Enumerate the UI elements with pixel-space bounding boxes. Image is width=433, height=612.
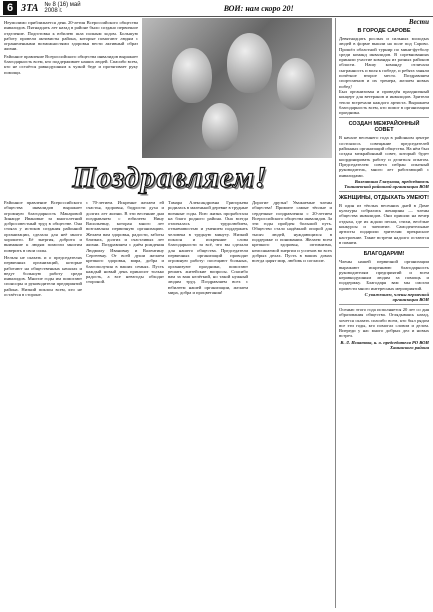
- divider: [339, 117, 429, 118]
- news-title-3: ЖЕНЩИНЫ, ОТДЫХАТЬ УМЕЮТ!: [339, 194, 429, 201]
- news-signature-4: С уважением, члены первичной организации ВОИ: [364, 291, 429, 302]
- headline: Поздравляем!: [72, 161, 268, 194]
- col1-paragraph-1: Районное правление Всероссийского общества инвалидов выражает огромную благодарность Макаровой Зинаиде Ивановне за многолетний добросовестный труд в обществе. Она стояла у истоков создания районной организации, сделала для неё много хорошего. Её энергия, доброта и внимание к людям помогли многим поверить в свои силы.: [4, 200, 82, 253]
- intro-paragraph-2: Районное правление Всероссийского общества инвалидов выражает благодарность всем, кто поддерживает наших людей. Спасибо всем, кто не остаётся равнодушным к чужой беде и протягивает руку помощи.: [4, 53, 138, 75]
- headline-wrap: [5, 160, 335, 196]
- col2-paragraph: с 70-летием. Искренне желаем ей счастья, здоровья, бодрости духа и долгих лет жизни. В эти весенние дни поздравляем с юбилеем Нину Васильевну, которая много лет возглавляла первичную организацию. Желаем вам здоровья, радости, заботы близких, долгих и счастливых лет жизни. Поздравляем с днём рождения Людмилу Ивановну и Валентину Сергеевну. От всей души желаем крепкого здоровья, мира, добра и благополучия в ваших семьях. Пусть каждый новый день приносит только радость, а все невзгоды обходят стороной.: [86, 200, 164, 285]
- body-column-2: [86, 200, 164, 608]
- issue-info: № 8 (16) май 2008 г.: [44, 2, 81, 14]
- divider: [339, 304, 429, 305]
- intro-paragraph-1: Неумолимо приближается день 20-летия Всероссийского общества инвалидов. Пятнадцать лет назад в районе было создано первичное отделение. Подготовка к юбилею шла полным ходом. Большую работу провели активисты района, которые помогают людям с ограниченными возможностями здоровья вести активный образ жизни.: [4, 20, 138, 52]
- news-sidebar: [335, 18, 431, 608]
- body-column-1: [4, 200, 82, 608]
- news-title-1: В ГОРОДЕ САРОВЕ: [357, 28, 411, 34]
- news-body-1: Девятнадцать рослых и сильных молодых людей в форме вышли на поле под Сарово. Прошёл областной турнир по мини-футболу среди команд инвалидов. В соревнованиях приняли участие команды из разных районов области. Нашу команду отличала сыгранность и воля к победе, и ребята заняли почётное второе место. Поздравляем спортсменов и их тренера, желаем новых побед!: [339, 36, 429, 89]
- col3-paragraph: Тамара Александровна Григорьева родилась в маленькой деревне в трудные военные годы. Всю жизнь проработала на благо родного района. Она всегда отличалась трудолюбием, отзывчивостью и умением поддержать человека в трудную минуту. Низкий поклон и искренние слова благодарности за всё, что вы сделали для нашего общества. Председатели первичных организаций проводят огромную работу: посещают больных, организуют праздники, помогают решать житейские вопросы. Спасибо вам за ваш нелёгкий, но такой нужный людям труд. Поздравляем всех с юбилеем нашей организации, желаем мира, добра и процветания!: [168, 200, 248, 296]
- tulip-1-icon: [172, 48, 212, 103]
- news-body-1b: Был организован и проведён праздничный концерт для ветеранов и инвалидов. Зрители тепло встречали каждого артиста. Выражаем благодарность всем, кто помог в организации праздника.: [339, 88, 429, 116]
- tulip-2-icon: [227, 33, 272, 93]
- intro-column: [4, 20, 138, 158]
- sidebar-inner: [339, 18, 429, 608]
- header-banner: ВОИ: нам скоро 20!: [223, 3, 294, 13]
- divider: [339, 191, 429, 192]
- tulip-4-icon: [202, 103, 238, 151]
- col4-paragraph: Дорогие друзья! Уважаемые члены общества! Примите самые тёплые и сердечные поздравления с 20-летием Всероссийского общества инвалидов. За эти годы пройден большой путь. Общество стало надёжной опорой для тысяч людей, нуждающихся в поддержке и понимании. Желаем всем крепкого здоровья, оптимизма, неиссякаемой энергии и успехов во всех добрых делах. Пусть в ваших домах всегда царят мир, любовь и согласие.: [252, 200, 332, 264]
- page-header: [0, 0, 433, 17]
- page-number: 6: [3, 1, 17, 15]
- tulip-photo: [142, 18, 332, 158]
- news-body-4: Члены нашей первичной организации выражают искреннюю благодарность руководителям предприятий и всем неравнодушным людям за помощь и поддержку. Благодаря вам мы смогли провести много интересных мероприятий.: [339, 259, 429, 291]
- news-signature-2: Валентина Глазунова, председатель Тоншаевской районной организации ВОИ: [344, 178, 429, 189]
- news-title-2: СОЗДАН МЕЖРАЙОННЫЙ СОВЕТ: [348, 121, 420, 134]
- body-column-3: [168, 200, 248, 608]
- news-title-4: БЛАГОДАРИМ!: [363, 251, 405, 258]
- body-column-4: [252, 200, 332, 608]
- news-body-2: В начале весеннего года в районном центре состоялось совещание председателей районных организаций общества. На нём был создан межрайонный совет, который будет координировать работу и делиться опытом. Председателем совета избран опытный руководитель, много лет работающий с инвалидами.: [339, 135, 429, 178]
- news-body-3: В один из тёплых весенних дней в Доме культуры собрались женщины — члены общества инвалидов. Они пришли на вечер отдыха, где их ждали песни, стихи, весёлые конкурсы и чаепитие. Самодеятельные артисты подарили зрителям прекрасное настроение. Такие встречи надолго остаются в памяти.: [339, 202, 429, 245]
- newspaper-logo: ЗТА: [21, 2, 39, 14]
- news-signature-5: В. Л. Игнатова, и. о. председателя РО ВОИ Ханинского района: [340, 339, 429, 350]
- divider: [339, 247, 429, 248]
- news-body-5: Осенью этого года исполняется 20 лет со дня образования общества. Оглядываясь назад, хочется сказать спасибо всем, кто был рядом все эти годы, кто помогал словом и делом. Впереди у нас много добрых дел и новых встреч.: [339, 306, 429, 339]
- col1-paragraph-2: Нельзя не сказать и о председателях первичных организаций, которые работают на общественных началах и ведут большую работу среди инвалидов. Многие годы им помогают спонсоры и руководители предприятий района. Низкий поклон всем, кто не остаётся в стороне.: [4, 254, 82, 298]
- tulip-3-icon: [277, 58, 315, 110]
- section-label: Вести: [408, 18, 429, 26]
